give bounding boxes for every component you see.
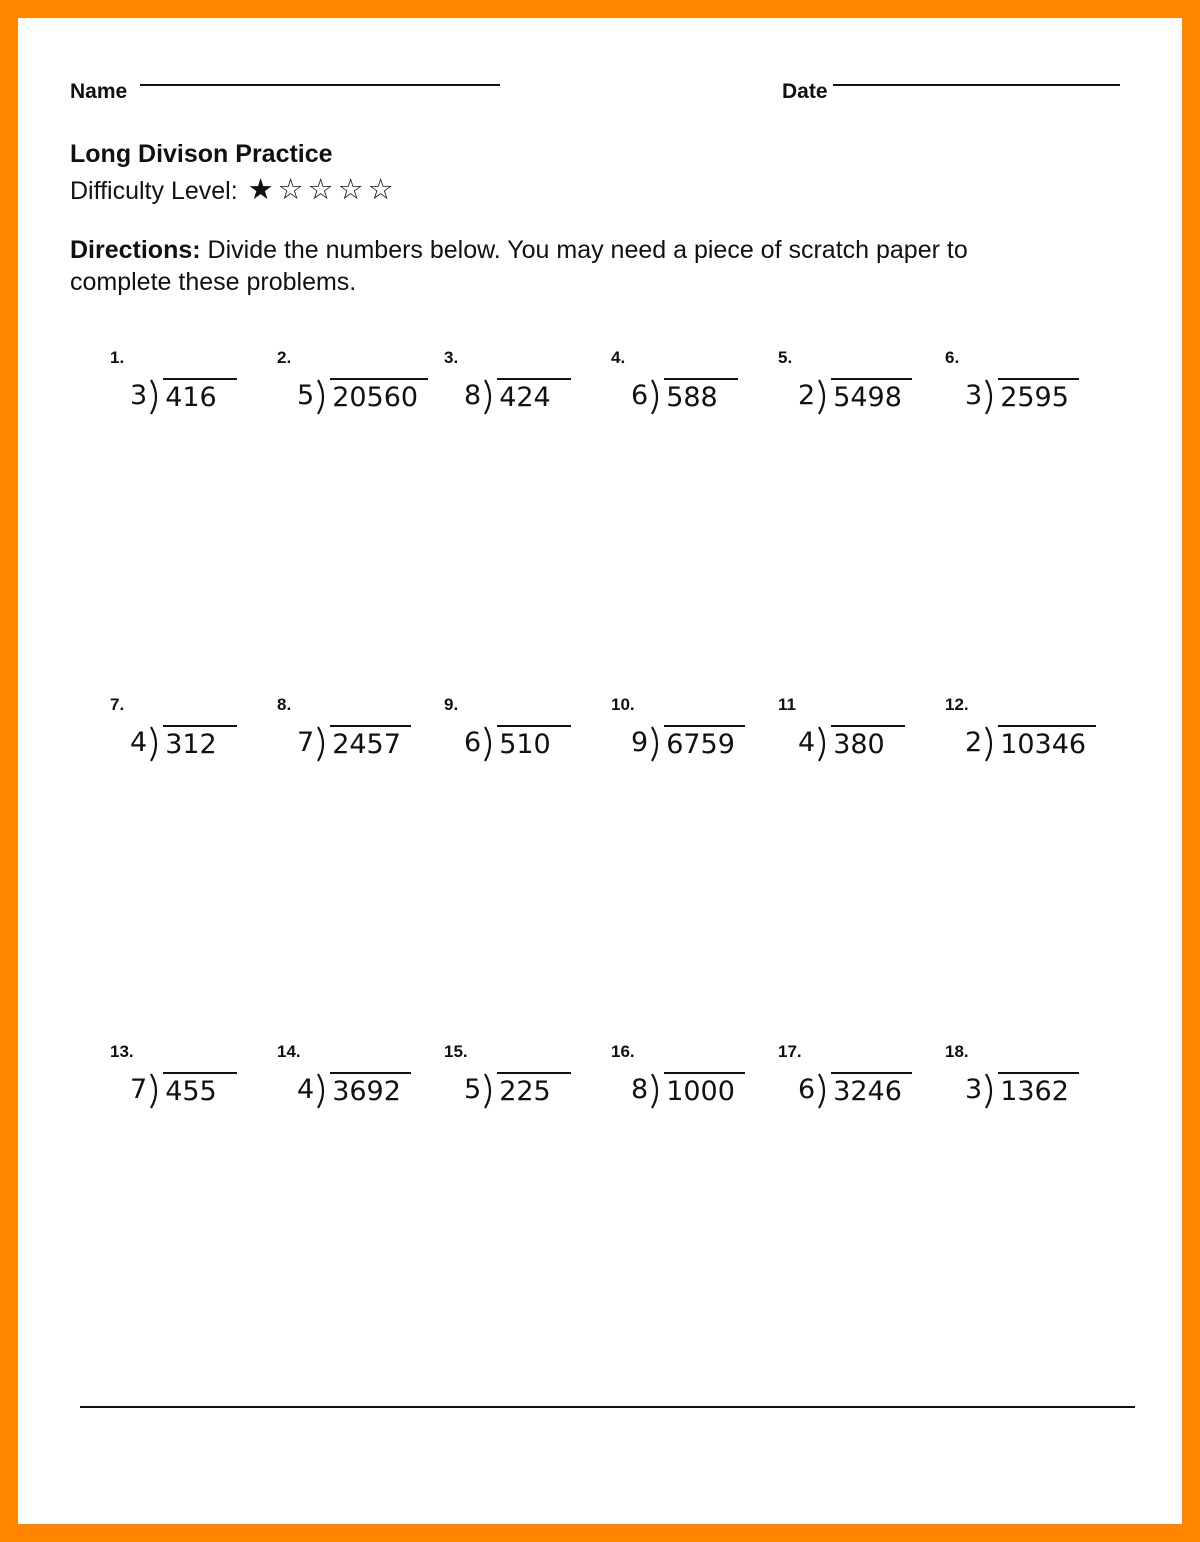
- divisor: 7: [297, 727, 315, 758]
- divisor: 3: [965, 1074, 983, 1105]
- division-bracket-icon: [482, 1072, 496, 1117]
- dividend: 1362: [998, 1072, 1079, 1110]
- difficulty-stars-icon: ★☆☆☆☆: [247, 172, 398, 206]
- divisor: 8: [464, 380, 482, 411]
- problem-number: 6.: [945, 348, 960, 367]
- divisor: 7: [130, 1074, 148, 1105]
- divisor: 6: [798, 1074, 816, 1105]
- problem-number: 13.: [110, 1042, 134, 1061]
- dividend: 3246: [831, 1072, 912, 1110]
- name-label: Name: [70, 80, 128, 103]
- divisor: 3: [965, 380, 983, 411]
- division-bracket-icon: [649, 378, 663, 423]
- division-bracket: [297, 725, 411, 765]
- problem-17: [778, 1042, 928, 1122]
- dividend: 10346: [998, 725, 1096, 763]
- division-bracket: [297, 1072, 411, 1112]
- problem-number: 2.: [277, 348, 292, 367]
- problem-number: 1.: [110, 348, 125, 367]
- division-bracket: [798, 378, 912, 418]
- dividend: 225: [497, 1072, 571, 1110]
- division-bracket: [965, 1072, 1079, 1112]
- problem-13: [110, 1042, 260, 1122]
- division-bracket-icon: [148, 1072, 162, 1117]
- problem-6: [945, 348, 1095, 428]
- divisor: 2: [798, 380, 816, 411]
- problem-number: 11: [778, 695, 796, 714]
- problem-number: 3.: [444, 348, 459, 367]
- date-field[interactable]: [833, 84, 1120, 86]
- division-bracket: [130, 725, 237, 765]
- division-bracket: [130, 1072, 237, 1112]
- divisor: 6: [464, 727, 482, 758]
- divisor: 8: [631, 1074, 649, 1105]
- division-bracket-icon: [983, 378, 997, 423]
- problem-number: 16.: [611, 1042, 635, 1061]
- problem-5: [778, 348, 928, 428]
- division-bracket-icon: [649, 1072, 663, 1117]
- problem-15: [444, 1042, 594, 1122]
- problem-4: [611, 348, 761, 428]
- problem-16: [611, 1042, 761, 1122]
- division-bracket: [965, 378, 1079, 418]
- problem-3: [444, 348, 594, 428]
- date-label: Date: [782, 80, 828, 103]
- difficulty-label: Difficulty Level:: [70, 177, 238, 205]
- divisor: 9: [631, 727, 649, 758]
- dividend: 588: [664, 378, 738, 416]
- problem-number: 12.: [945, 695, 969, 714]
- division-bracket-icon: [315, 378, 329, 423]
- division-bracket: [464, 1072, 571, 1112]
- dividend: 2595: [998, 378, 1079, 416]
- problem-1: [110, 348, 260, 428]
- divisor: 4: [130, 727, 148, 758]
- dividend: 380: [831, 725, 905, 763]
- problem-9: [444, 695, 594, 775]
- dividend: 3692: [330, 1072, 411, 1110]
- division-bracket: [631, 1072, 745, 1112]
- problem-14: [277, 1042, 427, 1122]
- dividend: 455: [163, 1072, 237, 1110]
- divisor: 4: [297, 1074, 315, 1105]
- division-bracket-icon: [315, 725, 329, 770]
- division-bracket: [965, 725, 1096, 765]
- problem-number: 5.: [778, 348, 793, 367]
- directions-lead: Directions:: [70, 236, 201, 264]
- directions: [70, 234, 1070, 298]
- problem-number: 10.: [611, 695, 635, 714]
- problem-8: [277, 695, 427, 775]
- problem-18: [945, 1042, 1095, 1122]
- division-bracket: [798, 1072, 912, 1112]
- division-bracket: [798, 725, 905, 765]
- problem-12: [945, 695, 1095, 775]
- division-bracket-icon: [816, 378, 830, 423]
- footer-line: [80, 1406, 1135, 1408]
- divisor: 5: [297, 380, 315, 411]
- dividend: 424: [497, 378, 571, 416]
- problem-number: 14.: [277, 1042, 301, 1061]
- division-bracket-icon: [482, 725, 496, 770]
- directions-text: Divide the numbers below. You may need a piece of scratch paper to complete these problems.: [70, 236, 968, 296]
- divisor: 3: [130, 380, 148, 411]
- division-bracket: [631, 378, 738, 418]
- division-bracket-icon: [482, 378, 496, 423]
- divisor: 4: [798, 727, 816, 758]
- problem-number: 18.: [945, 1042, 969, 1061]
- division-bracket: [464, 725, 571, 765]
- division-bracket-icon: [315, 1072, 329, 1117]
- divisor: 2: [965, 727, 983, 758]
- divisor: 5: [464, 1074, 482, 1105]
- dividend: 5498: [831, 378, 912, 416]
- division-bracket: [464, 378, 571, 418]
- name-field[interactable]: [140, 84, 500, 86]
- problem-2: [277, 348, 427, 428]
- dividend: 2457: [330, 725, 411, 763]
- division-bracket-icon: [649, 725, 663, 770]
- division-bracket-icon: [148, 378, 162, 423]
- division-bracket-icon: [148, 725, 162, 770]
- worksheet-title: Long Divison Practice: [70, 140, 333, 168]
- problem-number: 15.: [444, 1042, 468, 1061]
- problem-number: 17.: [778, 1042, 802, 1061]
- division-bracket: [130, 378, 237, 418]
- division-bracket-icon: [983, 725, 997, 770]
- problem-number: 4.: [611, 348, 626, 367]
- division-bracket: [297, 378, 428, 418]
- division-bracket-icon: [816, 1072, 830, 1117]
- dividend: 312: [163, 725, 237, 763]
- worksheet-page: [18, 18, 1182, 1524]
- division-bracket-icon: [983, 1072, 997, 1117]
- difficulty-level: [70, 172, 398, 206]
- problem-number: 8.: [277, 695, 292, 714]
- dividend: 510: [497, 725, 571, 763]
- division-bracket-icon: [816, 725, 830, 770]
- dividend: 1000: [664, 1072, 745, 1110]
- divisor: 6: [631, 380, 649, 411]
- problem-number: 9.: [444, 695, 459, 714]
- problem-number: 7.: [110, 695, 125, 714]
- division-bracket: [631, 725, 745, 765]
- problem-11: [778, 695, 928, 775]
- problem-10: [611, 695, 761, 775]
- problem-7: [110, 695, 260, 775]
- dividend: 416: [163, 378, 237, 416]
- dividend: 20560: [330, 378, 428, 416]
- dividend: 6759: [664, 725, 745, 763]
